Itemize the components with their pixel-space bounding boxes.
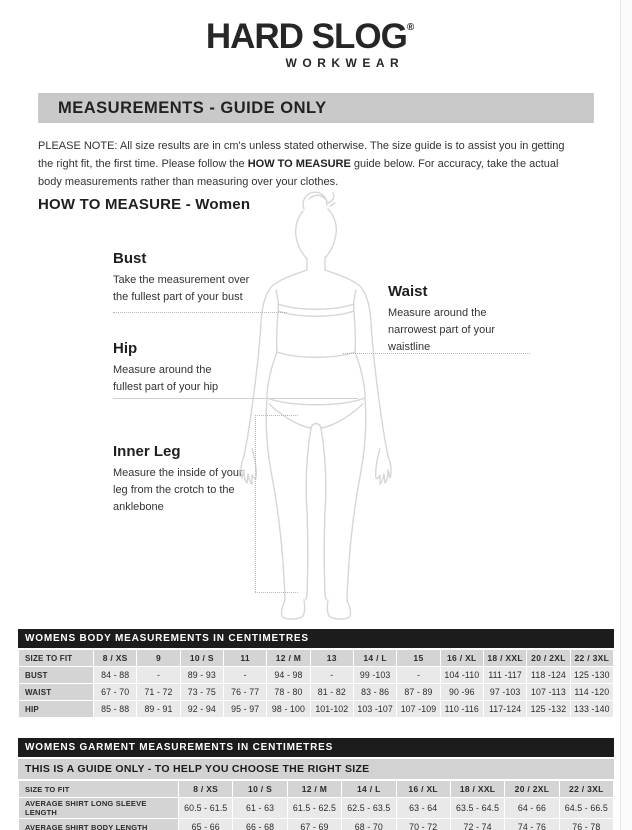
measurement-cell: 95 - 97 (223, 701, 266, 718)
measurement-cell: 83 - 86 (353, 684, 396, 701)
measurement-cell: 107 -113 (527, 684, 570, 701)
table-row (19, 819, 614, 830)
inner-leg-guide-top (255, 415, 298, 416)
measurement-cell: 104 -110 (440, 667, 483, 684)
note-bold: HOW TO MEASURE (247, 158, 351, 170)
waist-text: Measure around the narrowest part of your waistline (388, 307, 495, 353)
inner-leg-text: Measure the inside of your leg from the crotch to the anklebone (113, 467, 243, 513)
measurement-cell: 107 -109 (397, 701, 440, 718)
brand-logo (0, 10, 620, 70)
measurement-cell: 98 - 100 (267, 701, 310, 718)
measurements-banner (38, 93, 594, 123)
measurement-cell: - (310, 667, 353, 684)
size-column-header: 14 / L (353, 650, 396, 667)
measurement-cell: 67 - 70 (94, 684, 137, 701)
size-column-header: 8 / XS (94, 650, 137, 667)
size-column-header: 15 (397, 650, 440, 667)
row-label: BUST (19, 667, 94, 684)
registered-trademark-icon: ® (406, 22, 415, 33)
measurement-cell: 84 - 88 (94, 667, 137, 684)
note-prefix: PLEASE NOTE: All size results are in cm's unless stated otherwise. The size guide is to assist you in getting the right fit, the first time. Please follow the (38, 140, 565, 170)
brand-tagline: WORKWEAR (285, 56, 405, 70)
measurement-cell: 85 - 88 (94, 701, 137, 718)
measurement-cell: 76 - 78 (559, 819, 613, 830)
measurement-cell: 62.5 - 63.5 (342, 798, 396, 819)
bust-heading: Bust (113, 250, 147, 267)
measurement-cell: 97 -103 (483, 684, 526, 701)
measurement-cell: - (137, 667, 180, 684)
measurement-cell: 92 - 94 (180, 701, 223, 718)
measurement-cell: 118 -124 (527, 667, 570, 684)
size-column-header: 16 / XL (440, 650, 483, 667)
bust-text: Take the measurement over the fullest part of your bust (113, 274, 250, 303)
inner-leg-heading: Inner Leg (113, 443, 181, 460)
hip-guide-line (113, 398, 358, 399)
measurement-cell: 125 -130 (570, 667, 613, 684)
hip-text: Measure around the fullest part of your hip (113, 364, 219, 393)
measurement-cell: 110 -116 (440, 701, 483, 718)
body-table-grid (18, 649, 614, 718)
measurement-cell: - (223, 667, 266, 684)
size-column-header: 20 / 2XL (505, 781, 559, 798)
brand-name-text: HARD SLOG (205, 17, 407, 56)
row-label: AVERAGE SHIRT BODY LENGTH (19, 819, 179, 830)
garment-table-subtitle: THIS IS A GUIDE ONLY - TO HELP YOU CHOOSE THE RIGHT SIZE (18, 759, 614, 779)
figure-bun (303, 192, 327, 209)
body-table-title: WOMENS BODY MEASUREMENTS IN CENTIMETRES (18, 629, 614, 648)
table-row (19, 798, 614, 819)
measurement-cell: 67 - 69 (287, 819, 341, 830)
measurement-cell: 94 - 98 (267, 667, 310, 684)
table-corner-label: SIZE TO FIT (19, 781, 179, 798)
garment-table-title: WOMENS GARMENT MEASUREMENTS IN CENTIMETRES (18, 738, 614, 757)
size-column-header: 8 / XS (179, 781, 233, 798)
measurement-cell: 70 - 72 (396, 819, 450, 830)
size-column-header: 11 (223, 650, 266, 667)
how-to-measure-title: HOW TO MEASURE - Women (38, 196, 251, 213)
measurement-cell: 64.5 - 66.5 (559, 798, 613, 819)
size-column-header: 9 (137, 650, 180, 667)
measurement-cell: 63.5 - 64.5 (450, 798, 504, 819)
note-suffix: guide below. For accuracy, take the actual body measurements rather than measuring over your clothes. (38, 158, 559, 188)
measurement-cell: - (397, 667, 440, 684)
page-edge-divider (620, 0, 632, 830)
measurement-cell: 89 - 91 (137, 701, 180, 718)
size-column-header: 18 / XXL (483, 650, 526, 667)
measurement-cell: 71 - 72 (137, 684, 180, 701)
measurement-cell: 68 - 70 (342, 819, 396, 830)
measurement-cell: 111 -117 (483, 667, 526, 684)
measurement-cell: 76 - 77 (223, 684, 266, 701)
garment-table-grid (18, 780, 614, 830)
size-column-header: 10 / S (233, 781, 287, 798)
garment-measurements-table (18, 738, 614, 830)
measurement-cell: 72 - 74 (450, 819, 504, 830)
note-paragraph (38, 137, 573, 191)
measurement-cell: 117-124 (483, 701, 526, 718)
measurement-cell: 81 - 82 (310, 684, 353, 701)
bust-guide-line (113, 312, 287, 313)
measurement-cell: 73 - 75 (180, 684, 223, 701)
table-row (19, 684, 614, 701)
inner-leg-guide-vertical (255, 415, 256, 592)
measurement-cell: 74 - 76 (505, 819, 559, 830)
measurement-cell: 114 -120 (570, 684, 613, 701)
measurement-cell: 78 - 80 (267, 684, 310, 701)
size-column-header: 14 / L (342, 781, 396, 798)
table-row (19, 701, 614, 718)
row-label: AVERAGE SHIRT LONG SLEEVE LENGTH (19, 798, 179, 819)
measurement-cell: 64 - 66 (505, 798, 559, 819)
measurement-cell: 101-102 (310, 701, 353, 718)
size-column-header: 12 / M (267, 650, 310, 667)
measurement-cell: 61.5 - 62.5 (287, 798, 341, 819)
measurement-cell: 99 -103 (353, 667, 396, 684)
waist-heading: Waist (388, 283, 428, 300)
size-column-header: 13 (310, 650, 353, 667)
measurement-cell: 89 - 93 (180, 667, 223, 684)
measurement-cell: 61 - 63 (233, 798, 287, 819)
table-row (19, 667, 614, 684)
size-column-header: 20 / 2XL (527, 650, 570, 667)
brand-name (206, 10, 414, 55)
measurement-cell: 66 - 68 (233, 819, 287, 830)
hip-heading: Hip (113, 340, 138, 357)
size-column-header: 10 / S (180, 650, 223, 667)
size-column-header: 16 / XL (396, 781, 450, 798)
waist-guide-line (343, 353, 530, 354)
banner-title: MEASUREMENTS - GUIDE ONLY (58, 99, 327, 117)
inner-leg-guide-bottom (255, 592, 298, 593)
measurement-cell: 125 -132 (527, 701, 570, 718)
measurement-cell: 90 -96 (440, 684, 483, 701)
row-label: HIP (19, 701, 94, 718)
measurement-cell: 103 -107 (353, 701, 396, 718)
size-column-header: 12 / M (287, 781, 341, 798)
measurement-cell: 60.5 - 61.5 (179, 798, 233, 819)
measurement-cell: 65 - 66 (179, 819, 233, 830)
size-column-header: 18 / XXL (450, 781, 504, 798)
size-column-header: 22 / 3XL (570, 650, 613, 667)
table-corner-label: SIZE TO FIT (19, 650, 94, 667)
woman-figure-illustration (200, 190, 440, 630)
measurement-cell: 87 - 89 (397, 684, 440, 701)
body-measurements-table (18, 629, 614, 718)
measurement-cell: 63 - 64 (396, 798, 450, 819)
measurement-cell: 133 -140 (570, 701, 613, 718)
row-label: WAIST (19, 684, 94, 701)
size-column-header: 22 / 3XL (559, 781, 613, 798)
